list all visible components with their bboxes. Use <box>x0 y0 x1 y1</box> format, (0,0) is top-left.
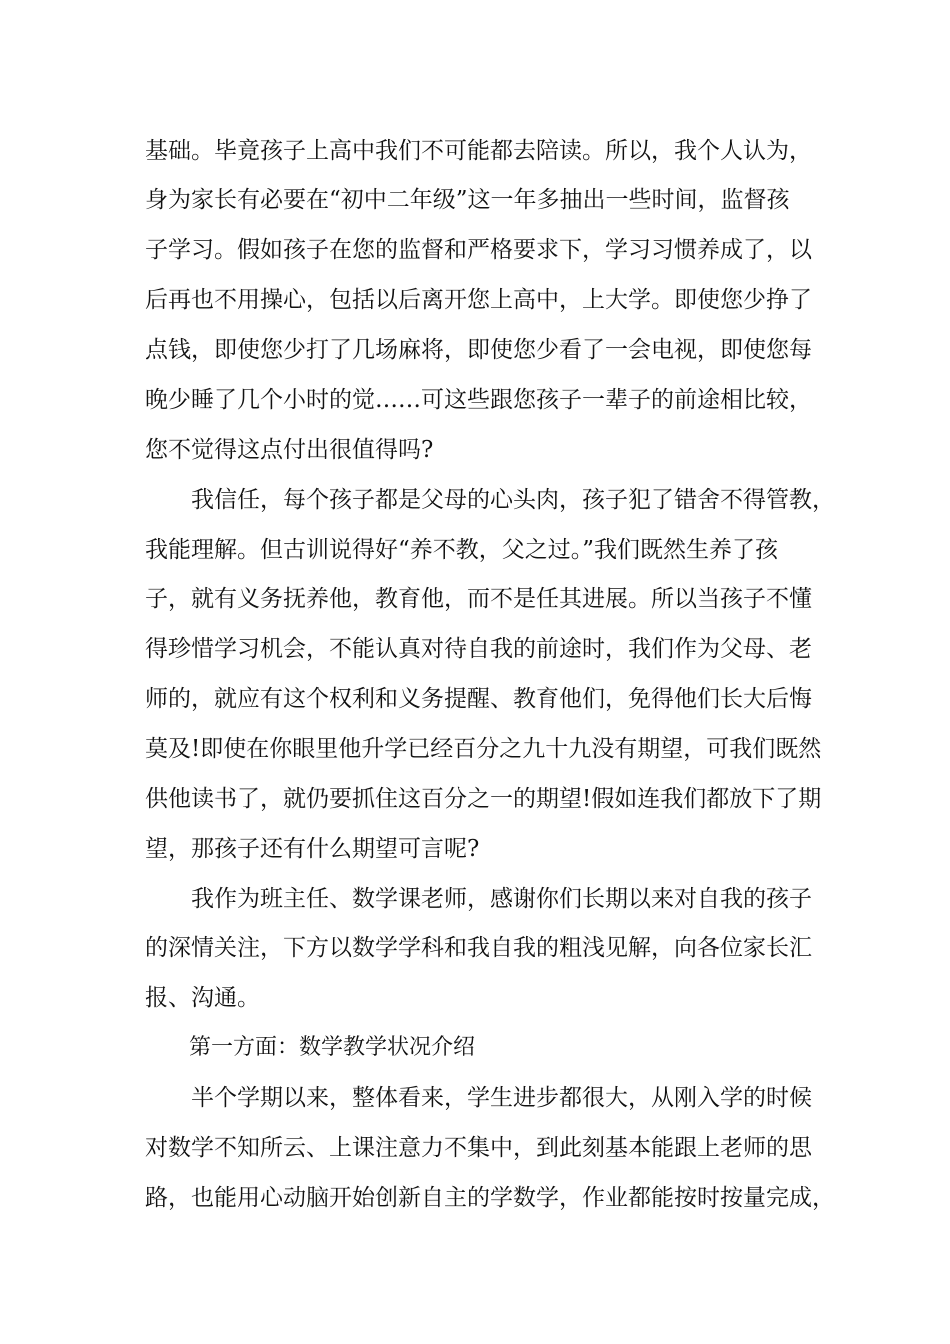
text-line: 供他读书了，就仍要抓住这百分之一的期望!假如连我们都放下了期 <box>145 786 822 812</box>
text-line: 身为家长有必要在“初中二年级”这一年多抽出一些时间，监督孩 <box>145 187 790 213</box>
text-line: 子，就有义务抚养他，教育他，而不是任其进展。所以当孩子不懂 <box>145 586 812 612</box>
text-line: 莫及!即使在你眼里他升学已经百分之九十九没有期望，可我们既然 <box>145 736 822 762</box>
text-line: 的深情关注，下方以数学学科和我自我的粗浅见解，向各位家长汇 <box>145 935 812 961</box>
text-line: 我能理解。但古训说得好“养不教，父之过。”我们既然生养了孩 <box>145 537 779 563</box>
text-line: 您不觉得这点付出很值得吗? <box>145 437 434 463</box>
text-line: 点钱，即使您少打了几场麻将，即使您少看了一会电视，即使您每 <box>145 337 812 363</box>
text-line: 对数学不知所云、上课注意力不集中，到此刻基本能跟上老师的思 <box>145 1135 812 1161</box>
text-line: 得珍惜学习机会，不能认真对待自我的前途时，我们作为父母、老 <box>145 636 812 662</box>
section-heading: 第一方面：数学教学状况介绍 <box>145 1035 476 1060</box>
text-line: 我作为班主任、数学课老师，感谢你们长期以来对自我的孩子 <box>145 886 812 912</box>
text-line: 师的，就应有这个权利和义务提醒、教育他们，免得他们长大后悔 <box>145 686 812 712</box>
text-line: 后再也不用操心，包括以后离开您上高中，上大学。即使您少挣了 <box>145 287 812 313</box>
text-line: 晚少睡了几个小时的觉……可这些跟您孩子一辈子的前途相比较， <box>145 387 812 413</box>
text-line: 半个学期以来，整体看来，学生进步都很大，从刚入学的时候 <box>145 1085 812 1111</box>
text-line: 我信任，每个孩子都是父母的心头肉，孩子犯了错舍不得管教， <box>145 487 835 513</box>
text-line: 基础。毕竟孩子上高中我们不可能都去陪读。所以，我个人认为， <box>145 138 812 164</box>
text-line: 路，也能用心动脑开始创新自主的学数学，作业都能按时按量完成， <box>145 1185 835 1211</box>
text-line: 子学习。假如孩子在您的监督和严格要求下，学习习惯养成了，以 <box>145 237 812 263</box>
text-line: 报、沟通。 <box>145 985 260 1011</box>
text-line: 望，那孩子还有什么期望可言呢? <box>145 836 480 862</box>
